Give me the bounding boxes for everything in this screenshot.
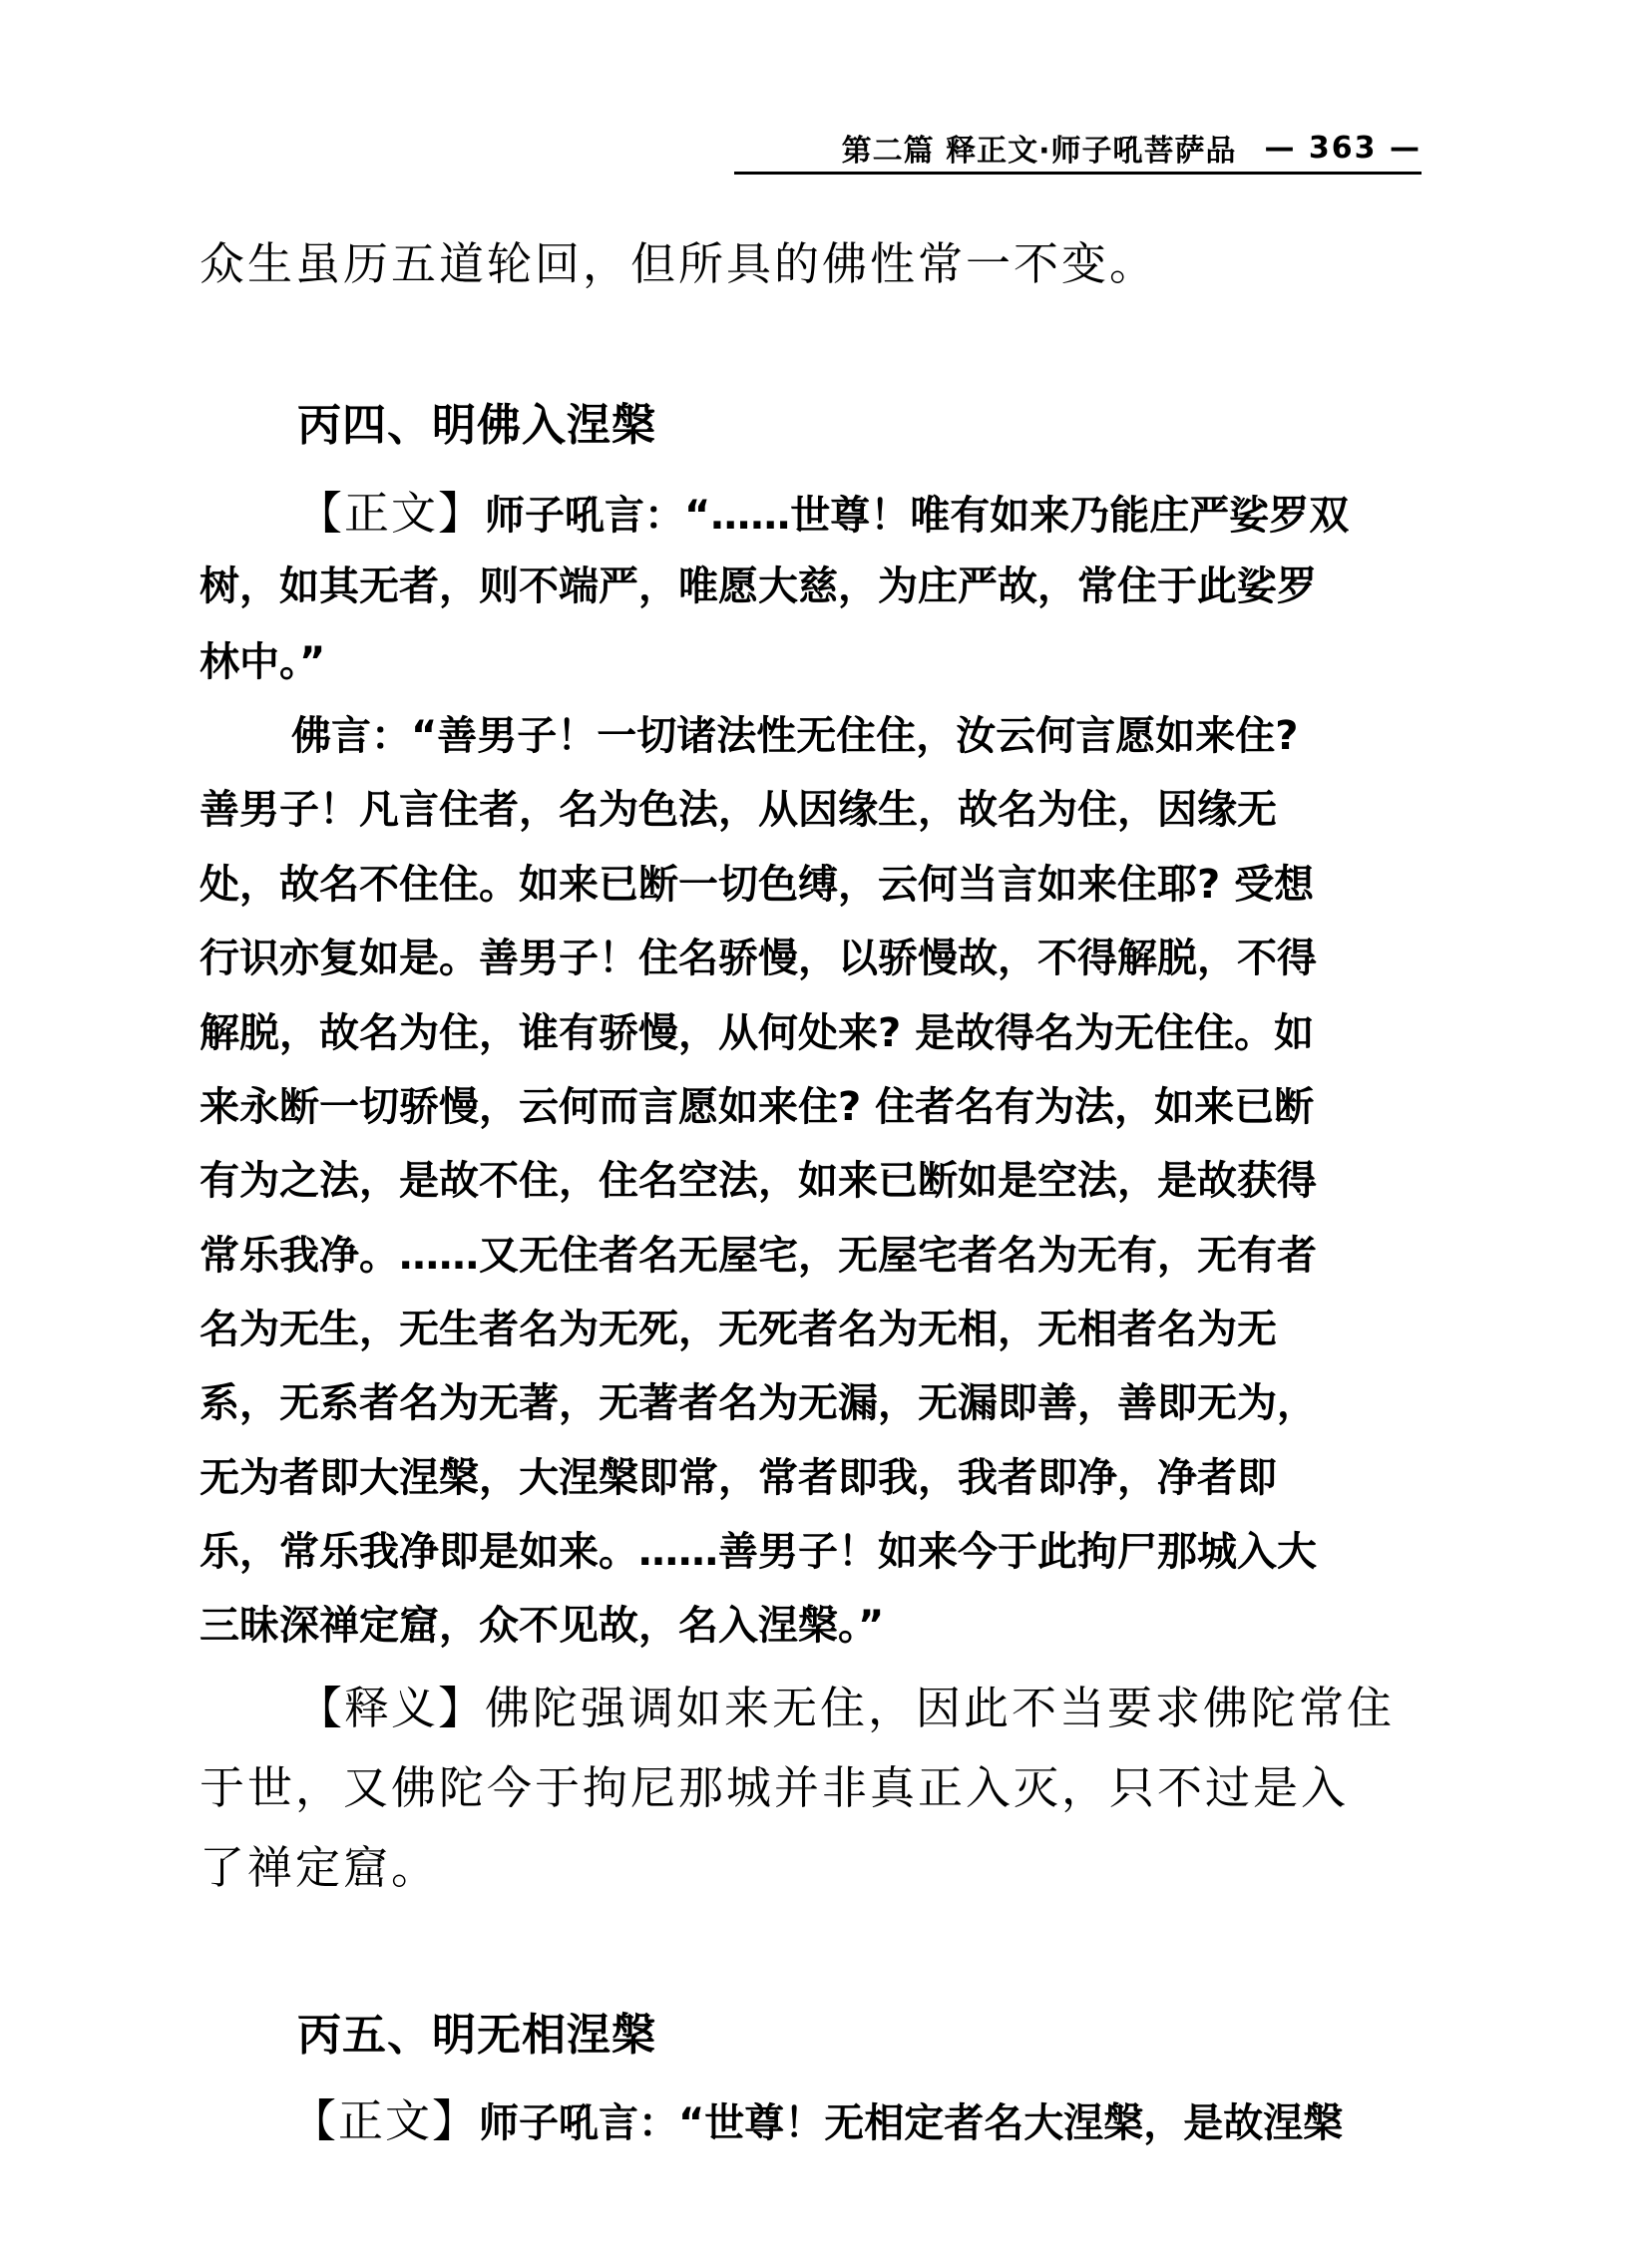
text-line: 师子吼言：“……世尊！唯有如来乃能庄严娑罗双 (485, 493, 1350, 539)
text-line: 行识亦复如是。善男子！住名骄慢，以骄慢故，不得解脱，不得 (200, 936, 1317, 981)
text-line: 系，无系者名为无著，无著者名为无漏，无漏即善，善即无为， (200, 1380, 1317, 1426)
text-line: 于世，又佛陀今于拘尼那城并非真正入灭，只不过是入 (200, 1761, 1350, 1814)
text-line: 解脱，故名为住，谁有骄慢，从何处来? 是故得名为无住住。如 (200, 1010, 1315, 1056)
text-line: 乐，常乐我净即是如来。……善男子！如来今于此拘尸那城入大 (200, 1529, 1317, 1575)
text-line: 善男子！凡言住者，名为色法，从因缘生，故名为住，因缘无 (200, 787, 1277, 833)
section-marker: 【释义】 (297, 1682, 486, 1734)
text-line: 三昧深禅定窟，众不见故，名入涅槃。” (200, 1603, 885, 1649)
section-heading: 丙四、明佛入涅槃 (297, 400, 656, 451)
paragraph-first-line (297, 477, 1424, 542)
text-line: 佛陀强调如来无住，因此不当要求佛陀常住 (485, 1682, 1396, 1734)
text-line: 佛言：“善男子！一切诸法性无住住，汝云何言愿如来住? (291, 713, 1299, 759)
text-line: 师子吼言：“世尊！无相定者名大涅槃，是故涅槃 (479, 2100, 1344, 2146)
text-line: 处，故名不住住。如来已断一切色缚，云何当言如来住耶? 受想 (200, 862, 1315, 908)
section-marker: 【正文】 (291, 2094, 480, 2147)
text-line: 树，如其无者，则不端严，唯愿大慈，为庄严故，常住于此娑罗 (200, 564, 1317, 609)
text-line: 名为无生，无生者名为无死，无死者名为无相，无相者名为无 (200, 1307, 1277, 1352)
text-line: 了禅定窟。 (200, 1841, 440, 1894)
text-line: 常乐我净。……又无住者名无屋宅，无屋宅者名为无有，无有者 (200, 1233, 1317, 1279)
paragraph-first-line (291, 2084, 1428, 2149)
header-title: 第二篇 释正文·师子吼菩萨品 (841, 134, 1237, 169)
section-marker: 【正文】 (297, 487, 486, 540)
text-line: 众生虽历五道轮回，但所具的佛性常一不变。 (200, 237, 1158, 290)
paragraph-first-line (297, 1672, 1424, 1736)
page-number: — 363 — (1264, 130, 1422, 166)
text-line: 无为者即大涅槃，大涅槃即常，常者即我，我者即净，净者即 (200, 1455, 1277, 1501)
text-line: 林中。” (200, 639, 326, 685)
running-header (734, 124, 1422, 175)
text-line: 有为之法，是故不住，住名空法，如来已断如是空法，是故获得 (200, 1158, 1317, 1204)
text-line: 来永断一切骄慢，云何而言愿如来住? 住者名有为法，如来已断 (200, 1084, 1315, 1130)
section-heading: 丙五、明无相涅槃 (297, 2010, 656, 2061)
